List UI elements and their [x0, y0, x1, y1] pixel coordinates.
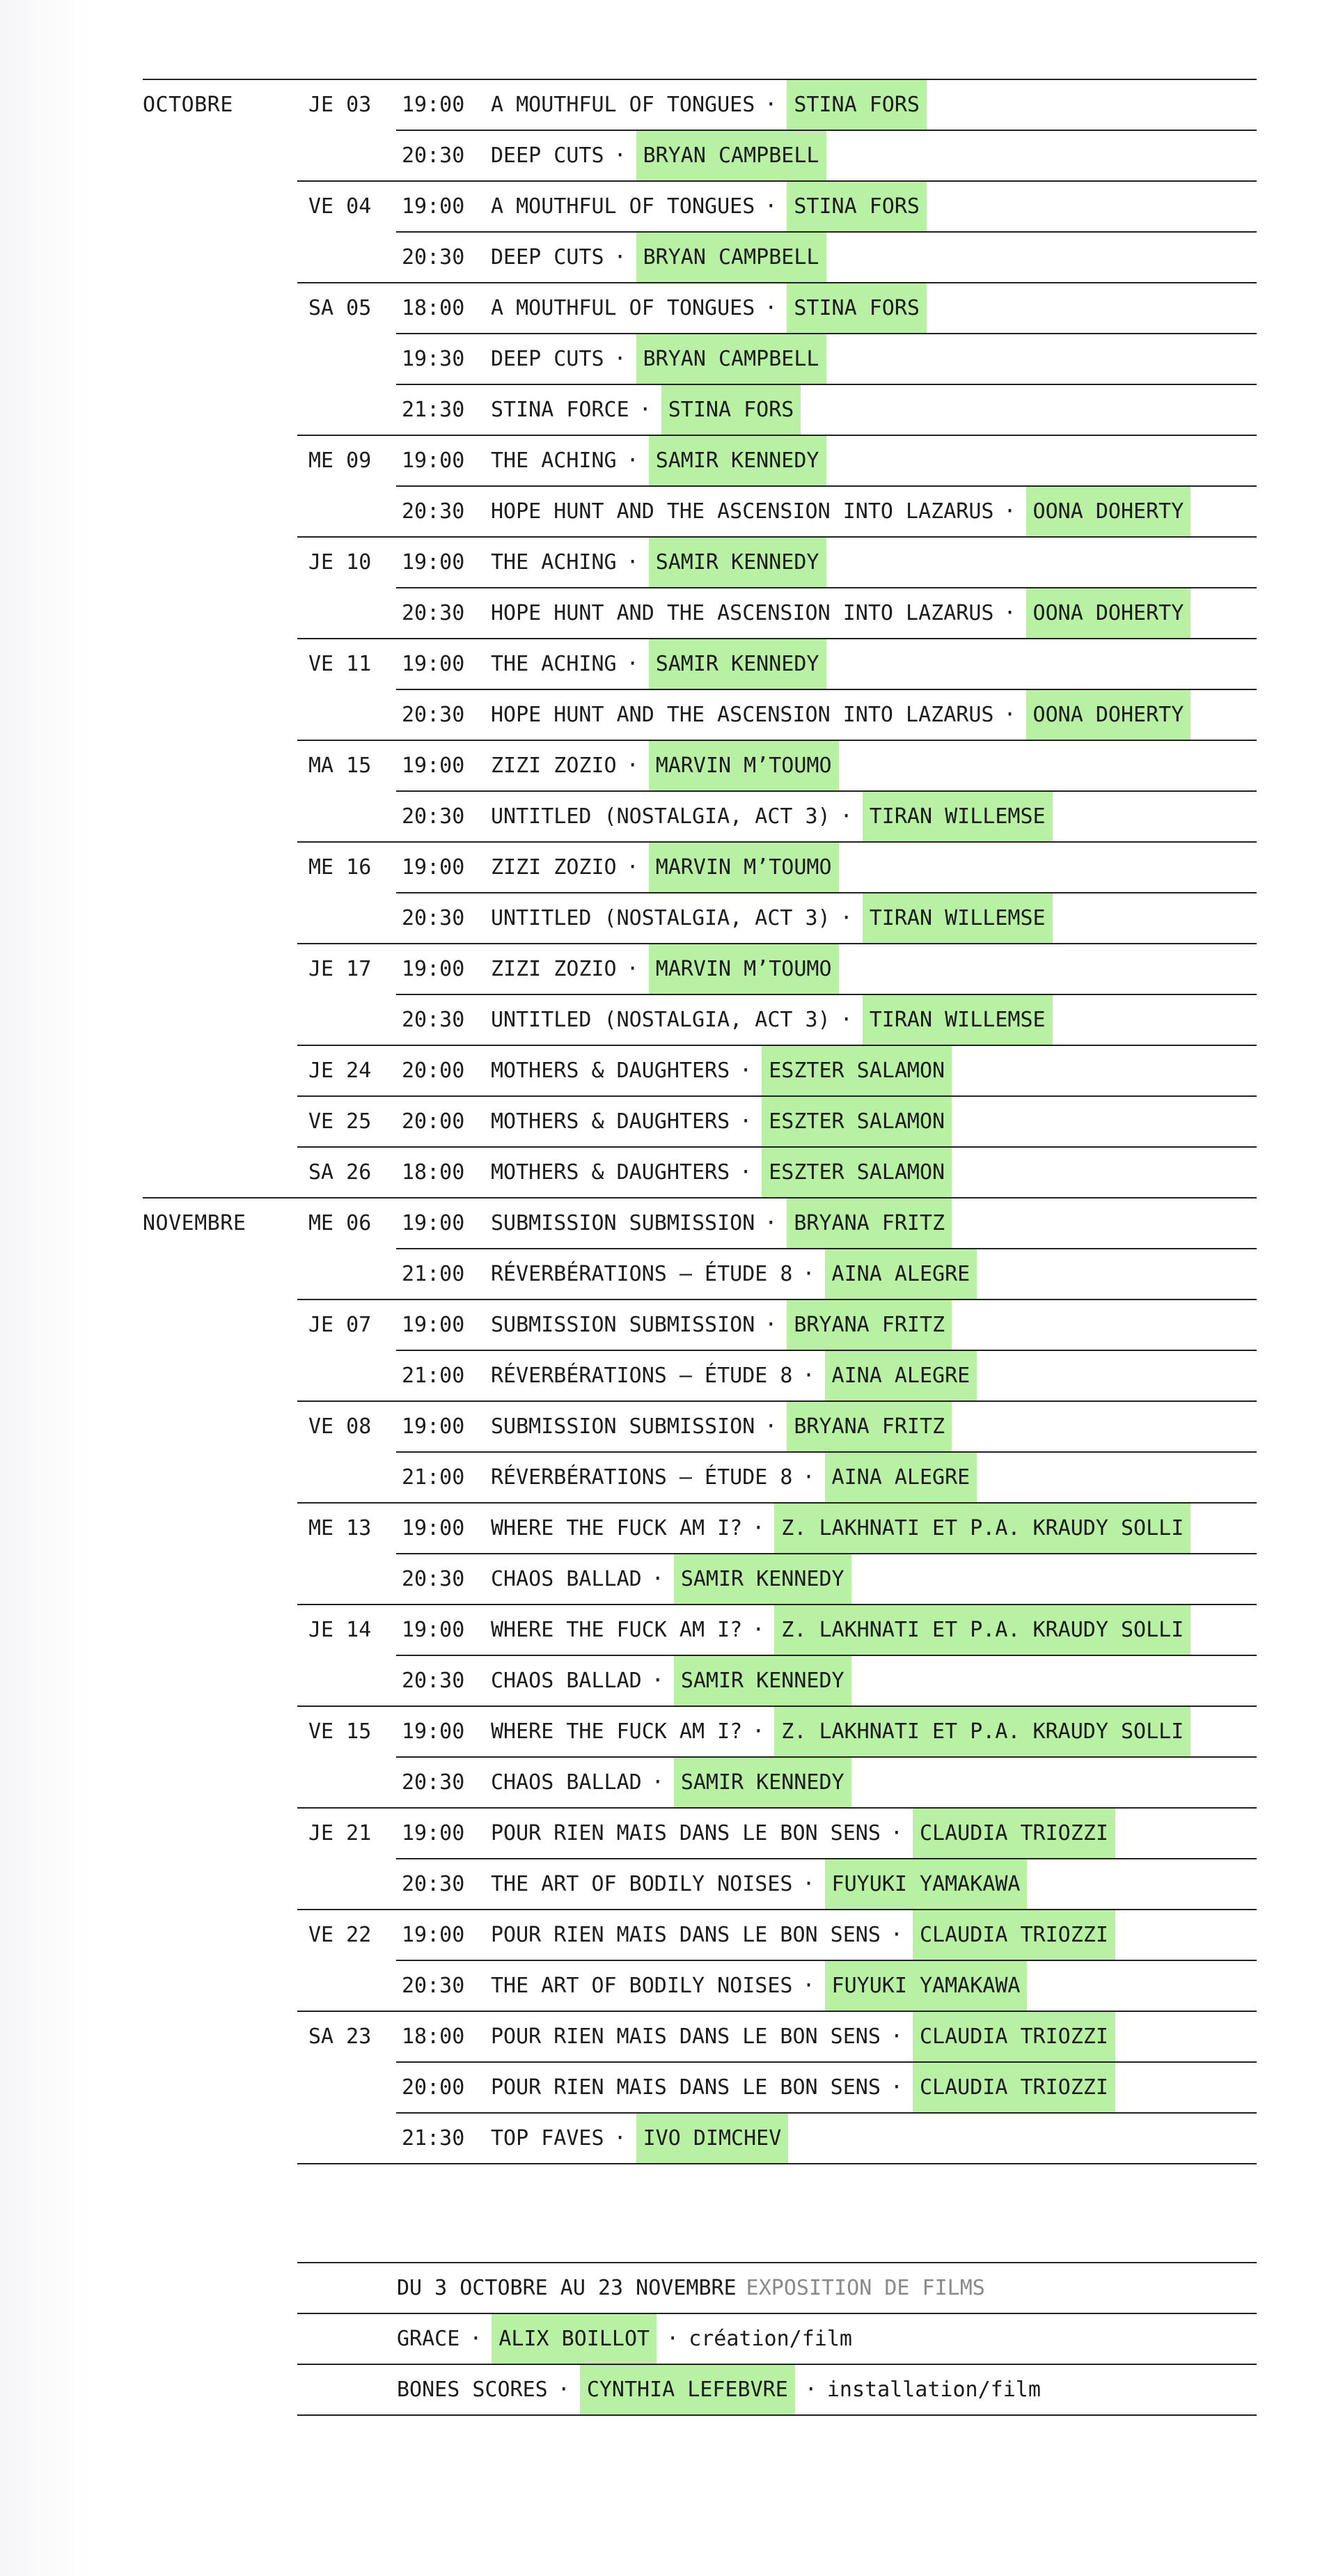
separator-dot: · [802, 1974, 815, 1998]
separator-dot: · [764, 1313, 778, 1337]
event-time: 20:30 [402, 804, 465, 829]
day-label: JE 14 [308, 1618, 372, 1642]
event-artist: MARVIN M’TOUMO [649, 944, 839, 994]
exhibition-item [297, 2314, 1257, 2365]
event-title: WHERE THE FUCK AM I? [491, 1719, 743, 1744]
event-artist: CLAUDIA TRIOZZI [913, 1809, 1115, 1858]
event-title: DEEP CUTS [491, 347, 604, 371]
event-title: DEEP CUTS [491, 143, 604, 168]
event-time: 20:30 [402, 703, 465, 727]
event-row [396, 333, 1257, 384]
day-label: SA 23 [308, 2024, 372, 2049]
event-title: SUBMISSION SUBMISSION [491, 1414, 755, 1439]
month-label: NOVEMBRE [143, 1211, 246, 1235]
event-row [396, 1605, 1257, 1655]
separator-dot: · [613, 143, 627, 168]
event-time: 19:00 [402, 957, 465, 981]
exhibition-heading: EXPOSITION DE FILMS [746, 2276, 985, 2300]
separator-dot: · [890, 1821, 903, 1845]
event-title: A MOUTHFUL OF TONGUES [491, 296, 755, 320]
event-time: 20:00 [402, 2075, 465, 2100]
event-time: 19:00 [402, 1821, 465, 1845]
day-block [297, 1199, 1257, 1299]
day-events [396, 182, 1257, 282]
day-block [297, 2011, 1257, 2163]
event-time: 19:00 [402, 448, 465, 473]
day-label: ME 16 [308, 855, 372, 880]
separator-dot: · [890, 2075, 903, 2100]
separator-dot: · [802, 1872, 815, 1896]
event-time: 19:00 [402, 550, 465, 575]
event-artist: SAMIR KENNEDY [674, 1554, 851, 1604]
event-row [396, 80, 1257, 130]
event-title: MOTHERS & DAUGHTERS [491, 1109, 730, 1134]
event-title: UNTITLED (NOSTALGIA, ACT 3) [491, 906, 831, 930]
exhibition-item-artist: ALIX BOILLOT [492, 2314, 657, 2364]
day-label: ME 09 [308, 448, 372, 473]
month-days [297, 1199, 1257, 2163]
day-events [396, 1097, 1257, 1146]
event-row [396, 892, 1257, 943]
separator-dot: · [764, 1211, 778, 1235]
event-row [396, 2061, 1257, 2112]
event-row [396, 843, 1257, 892]
schedule-table [143, 79, 1257, 2164]
day-label: JE 17 [308, 957, 372, 981]
day-events [396, 538, 1257, 638]
scan-edge-shadow [0, 0, 89, 2576]
event-artist: BRYANA FRITZ [787, 1199, 952, 1248]
day-block [297, 1705, 1257, 1807]
day-block [297, 1400, 1257, 1502]
exhibition-header-row [297, 2263, 1257, 2314]
day-block [297, 943, 1257, 1045]
event-artist: STINA FORS [787, 182, 927, 231]
separator-dot: · [626, 855, 639, 880]
event-time: 19:00 [402, 93, 465, 117]
event-artist: OONA DOHERTY [1026, 487, 1191, 536]
separator-dot: · [802, 1262, 815, 1286]
event-artist: STINA FORS [661, 385, 801, 435]
event-row [396, 1300, 1257, 1350]
event-row [396, 1707, 1257, 1756]
event-title: POUR RIEN MAIS DANS LE BON SENS [491, 2024, 881, 2049]
separator-dot: · [752, 1516, 765, 1540]
separator-dot: · [840, 906, 853, 930]
day-events [396, 1910, 1257, 2011]
day-block [297, 841, 1257, 943]
event-time: 20:30 [402, 1974, 465, 1998]
day-block [297, 1807, 1257, 1909]
day-block [297, 282, 1257, 435]
day-label: VE 11 [308, 652, 372, 676]
separator-dot: · [752, 1719, 765, 1744]
event-row [396, 231, 1257, 282]
event-artist: FUYUKI YAMAKAWA [825, 1859, 1028, 1909]
event-time: 21:00 [402, 1262, 465, 1286]
event-time: 19:00 [402, 1313, 465, 1337]
event-time: 19:30 [402, 347, 465, 371]
event-time: 20:30 [402, 1770, 465, 1795]
day-label: VE 22 [308, 1923, 372, 1947]
day-label: JE 24 [308, 1059, 372, 1083]
separator-dot: · [840, 804, 853, 829]
event-title: SUBMISSION SUBMISSION [491, 1313, 755, 1337]
event-artist: Z. LAKHNATI ET P.A. KRAUDY SOLLI [774, 1605, 1191, 1655]
event-title: ZIZI ZOZIO [491, 754, 617, 778]
month-block [143, 79, 1257, 1197]
event-title: A MOUTHFUL OF TONGUES [491, 194, 755, 219]
separator-dot: · [804, 2378, 817, 2402]
day-events [396, 1148, 1257, 1197]
exhibition-item [297, 2365, 1257, 2416]
event-title: POUR RIEN MAIS DANS LE BON SENS [491, 1821, 881, 1845]
event-row [396, 283, 1257, 333]
separator-dot: · [764, 296, 778, 320]
event-title: THE ACHING [491, 448, 617, 473]
event-row [396, 1553, 1257, 1604]
event-row [396, 485, 1257, 536]
event-artist: OONA DOHERTY [1026, 588, 1191, 638]
event-time: 19:00 [402, 1516, 465, 1540]
event-row [396, 1199, 1257, 1248]
event-title: MOTHERS & DAUGHTERS [491, 1059, 730, 1083]
event-row [396, 2012, 1257, 2061]
event-title: A MOUTHFUL OF TONGUES [491, 93, 755, 117]
event-time: 19:00 [402, 1414, 465, 1439]
day-label: JE 21 [308, 1821, 372, 1845]
separator-dot: · [802, 1364, 815, 1388]
event-row [396, 689, 1257, 740]
event-artist: SAMIR KENNEDY [649, 436, 826, 485]
day-block [297, 536, 1257, 638]
event-title: WHERE THE FUCK AM I? [491, 1516, 743, 1540]
event-time: 20:30 [402, 906, 465, 930]
event-artist: SAMIR KENNEDY [649, 538, 826, 587]
separator-dot: · [613, 347, 627, 371]
event-row [396, 587, 1257, 638]
event-row [396, 538, 1257, 587]
event-artist: TIRAN WILLEMSE [863, 893, 1053, 943]
event-title: POUR RIEN MAIS DANS LE BON SENS [491, 1923, 881, 1947]
event-artist: FUYUKI YAMAKAWA [825, 1961, 1028, 2011]
separator-dot: · [764, 1414, 778, 1439]
event-title: CHAOS BALLAD [491, 1567, 642, 1591]
exhibition-item-type: installation/film [826, 2378, 1041, 2402]
event-row [396, 1097, 1257, 1146]
event-title: RÉVERBÉRATIONS — ÉTUDE 8 [491, 1465, 793, 1490]
exhibition-item-title: BONES SCORES [397, 2378, 548, 2402]
event-title: ZIZI ZOZIO [491, 855, 617, 880]
event-title: CHAOS BALLAD [491, 1770, 642, 1795]
exhibition-item-title: GRACE [397, 2327, 460, 2351]
day-block [297, 1299, 1257, 1400]
event-time: 21:00 [402, 1465, 465, 1490]
event-row [396, 944, 1257, 994]
day-events [396, 741, 1257, 841]
day-events [396, 1402, 1257, 1502]
event-time: 20:30 [402, 245, 465, 270]
separator-dot: · [890, 1923, 903, 1947]
event-time: 20:30 [402, 143, 465, 168]
separator-dot: · [739, 1109, 753, 1134]
event-row [396, 384, 1257, 435]
day-events [396, 639, 1257, 740]
event-artist: ESZTER SALAMON [762, 1046, 952, 1095]
event-row [396, 1248, 1257, 1299]
event-time: 20:30 [402, 1669, 465, 1693]
event-artist: BRYAN CAMPBELL [636, 233, 826, 282]
event-artist: Z. LAKHNATI ET P.A. KRAUDY SOLLI [774, 1707, 1191, 1756]
day-label: ME 06 [308, 1211, 372, 1235]
separator-dot: · [764, 93, 778, 117]
event-title: HOPE HUNT AND THE ASCENSION INTO LAZARUS [491, 499, 994, 524]
event-artist: CLAUDIA TRIOZZI [913, 2012, 1115, 2061]
day-label: VE 15 [308, 1719, 372, 1744]
event-title: POUR RIEN MAIS DANS LE BON SENS [491, 2075, 881, 2100]
separator-dot: · [626, 754, 639, 778]
day-events [396, 1300, 1257, 1400]
separator-dot: · [666, 2327, 679, 2351]
event-artist: CLAUDIA TRIOZZI [913, 1910, 1115, 1960]
schedule-bottom-rule [297, 2163, 1257, 2164]
exhibition-item-artist: CYNTHIA LEFEBVRE [580, 2365, 795, 2414]
separator-dot: · [739, 1160, 753, 1185]
event-time: 20:00 [402, 1059, 465, 1083]
separator-dot: · [469, 2327, 482, 2351]
day-block [297, 1909, 1257, 2011]
event-title: ZIZI ZOZIO [491, 957, 617, 981]
event-artist: AINA ALEGRE [825, 1453, 977, 1502]
event-row [396, 1350, 1257, 1400]
event-artist: ESZTER SALAMON [762, 1148, 952, 1197]
separator-dot: · [626, 550, 639, 575]
event-title: THE ACHING [491, 550, 617, 575]
event-time: 20:30 [402, 499, 465, 524]
event-time: 21:30 [402, 398, 465, 422]
event-artist: IVO DIMCHEV [636, 2114, 789, 2163]
day-label: VE 25 [308, 1109, 372, 1134]
separator-dot: · [638, 398, 652, 422]
event-artist: SAMIR KENNEDY [674, 1758, 851, 1807]
separator-dot: · [1003, 703, 1016, 727]
separator-dot: · [890, 2024, 903, 2049]
event-time: 19:00 [402, 652, 465, 676]
event-time: 20:30 [402, 1567, 465, 1591]
event-row [396, 1451, 1257, 1502]
event-row [396, 182, 1257, 231]
separator-dot: · [651, 1669, 664, 1693]
day-block [297, 1146, 1257, 1197]
event-title: STINA FORCE [491, 398, 629, 422]
day-block [297, 638, 1257, 740]
event-row [396, 436, 1257, 485]
event-artist: TIRAN WILLEMSE [863, 792, 1053, 841]
day-block [297, 740, 1257, 841]
event-artist: CLAUDIA TRIOZZI [913, 2063, 1115, 2112]
event-artist: SAMIR KENNEDY [674, 1656, 851, 1705]
event-row [396, 639, 1257, 689]
event-title: HOPE HUNT AND THE ASCENSION INTO LAZARUS [491, 703, 994, 727]
event-row [396, 741, 1257, 790]
day-label: SA 05 [308, 296, 372, 320]
separator-dot: · [752, 1618, 765, 1642]
exhibition-item-type: création/film [689, 2327, 852, 2351]
event-row [396, 130, 1257, 180]
day-label: VE 08 [308, 1414, 372, 1439]
event-title: CHAOS BALLAD [491, 1669, 642, 1693]
event-time: 20:30 [402, 601, 465, 625]
event-time: 19:00 [402, 1211, 465, 1235]
separator-dot: · [626, 957, 639, 981]
event-title: SUBMISSION SUBMISSION [491, 1211, 755, 1235]
day-events [396, 1605, 1257, 1705]
event-time: 19:00 [402, 1618, 465, 1642]
event-title: THE ART OF BODILY NOISES [491, 1974, 793, 1998]
event-artist: TIRAN WILLEMSE [863, 995, 1053, 1045]
day-events [396, 2012, 1257, 2163]
event-row [396, 1756, 1257, 1807]
event-title: UNTITLED (NOSTALGIA, ACT 3) [491, 1008, 831, 1032]
event-title: HOPE HUNT AND THE ASCENSION INTO LAZARUS [491, 601, 994, 625]
month-label: OCTOBRE [143, 93, 233, 117]
event-row [396, 1809, 1257, 1858]
day-events [396, 1809, 1257, 1909]
event-artist: BRYANA FRITZ [787, 1402, 952, 1451]
event-artist: BRYAN CAMPBELL [636, 334, 826, 384]
event-artist: OONA DOHERTY [1026, 690, 1191, 740]
exhibition-section [297, 2262, 1257, 2416]
day-events [396, 1199, 1257, 1299]
day-block [297, 1604, 1257, 1705]
event-time: 18:00 [402, 296, 465, 320]
day-events [396, 283, 1257, 435]
event-row [396, 1910, 1257, 1960]
event-artist: BRYAN CAMPBELL [636, 131, 826, 180]
event-time: 18:00 [402, 2024, 465, 2049]
separator-dot: · [764, 194, 778, 219]
separator-dot: · [1003, 601, 1016, 625]
event-title: RÉVERBÉRATIONS — ÉTUDE 8 [491, 1262, 793, 1286]
event-time: 21:00 [402, 1364, 465, 1388]
separator-dot: · [651, 1770, 664, 1795]
separator-dot: · [557, 2378, 570, 2402]
day-events [396, 80, 1257, 180]
day-block [297, 435, 1257, 536]
day-events [396, 1707, 1257, 1807]
event-row [396, 1655, 1257, 1705]
event-time: 19:00 [402, 194, 465, 219]
day-block [297, 1045, 1257, 1095]
event-time: 20:00 [402, 1109, 465, 1134]
event-title: UNTITLED (NOSTALGIA, ACT 3) [491, 804, 831, 829]
event-time: 21:30 [402, 2126, 465, 2150]
day-label: JE 10 [308, 550, 372, 575]
event-artist: MARVIN M’TOUMO [649, 843, 839, 892]
event-title: THE ACHING [491, 652, 617, 676]
event-artist: SAMIR KENNEDY [649, 639, 826, 689]
event-artist: STINA FORS [787, 283, 927, 333]
day-block [297, 1502, 1257, 1604]
day-block [297, 180, 1257, 282]
day-label: SA 26 [308, 1160, 372, 1185]
event-artist: ESZTER SALAMON [762, 1097, 952, 1146]
day-events [396, 1504, 1257, 1604]
event-row [396, 1960, 1257, 2011]
day-events [396, 436, 1257, 536]
day-label: ME 13 [308, 1516, 372, 1540]
event-time: 19:00 [402, 855, 465, 880]
day-events [396, 944, 1257, 1045]
event-time: 19:00 [402, 754, 465, 778]
month-days [297, 80, 1257, 1197]
event-title: DEEP CUTS [491, 245, 604, 270]
event-row [396, 1148, 1257, 1197]
event-artist: Z. LAKHNATI ET P.A. KRAUDY SOLLI [774, 1504, 1191, 1553]
separator-dot: · [651, 1567, 664, 1591]
event-time: 20:30 [402, 1008, 465, 1032]
separator-dot: · [613, 2126, 627, 2150]
separator-dot: · [739, 1059, 753, 1083]
day-label: VE 04 [308, 194, 372, 219]
event-row [396, 1504, 1257, 1553]
event-row [396, 2112, 1257, 2163]
event-title: TOP FAVES [491, 2126, 604, 2150]
event-artist: STINA FORS [787, 80, 927, 130]
event-title: RÉVERBÉRATIONS — ÉTUDE 8 [491, 1364, 793, 1388]
month-block [143, 1197, 1257, 2163]
event-artist: AINA ALEGRE [825, 1351, 977, 1400]
event-title: THE ART OF BODILY NOISES [491, 1872, 793, 1896]
exhibition-dates: DU 3 OCTOBRE AU 23 NOVEMBRE [397, 2276, 737, 2300]
day-block [297, 80, 1257, 180]
day-label: MA 15 [308, 754, 372, 778]
day-label: JE 03 [308, 93, 372, 117]
event-time: 18:00 [402, 1160, 465, 1185]
separator-dot: · [626, 448, 639, 473]
separator-dot: · [840, 1008, 853, 1032]
day-events [396, 843, 1257, 943]
event-row [396, 1046, 1257, 1095]
separator-dot: · [1003, 499, 1016, 524]
event-artist: MARVIN M’TOUMO [649, 741, 839, 790]
event-time: 19:00 [402, 1719, 465, 1744]
event-artist: AINA ALEGRE [825, 1249, 977, 1299]
event-title: MOTHERS & DAUGHTERS [491, 1160, 730, 1185]
separator-dot: · [613, 245, 627, 270]
event-row [396, 1858, 1257, 1909]
day-events [396, 1046, 1257, 1095]
event-row [396, 994, 1257, 1045]
separator-dot: · [802, 1465, 815, 1490]
event-row [396, 1402, 1257, 1451]
day-block [297, 1095, 1257, 1146]
event-time: 19:00 [402, 1923, 465, 1947]
separator-dot: · [626, 652, 639, 676]
event-row [396, 790, 1257, 841]
event-title: WHERE THE FUCK AM I? [491, 1618, 743, 1642]
day-label: JE 07 [308, 1313, 372, 1337]
event-artist: BRYANA FRITZ [787, 1300, 952, 1350]
event-time: 20:30 [402, 1872, 465, 1896]
